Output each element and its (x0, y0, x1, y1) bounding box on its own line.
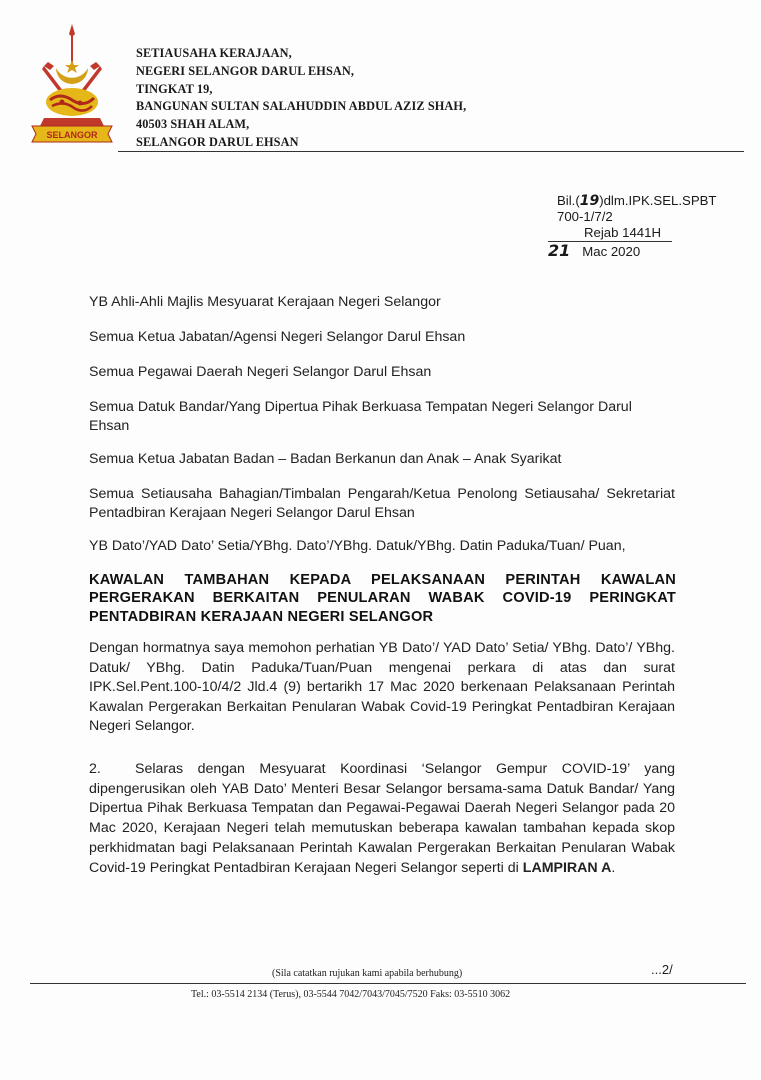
recipient-line: Semua Ketua Jabatan/Agensi Negeri Selangor Darul Ehsan (89, 329, 466, 345)
recipient-line: Semua Pegawai Daerah Negeri Selangor Darul Ehsan (89, 364, 432, 380)
paragraph-2-text: Selaras dengan Mesyuarat Koordinasi ‘Selangor Gempur COVID-19’ yang dipengerusikan oleh YAB Dato’ Menteri Besar Selangor bersama-sama Datuk Bandar/ Yang Dipertua Pihak Berkuasa Tempatan dan Pegawai-Pegawai Daerah Negeri Selangor pada 20 Mac 2020, Kerajaan Negeri telah memutuskan beberapa kawalan tambahan kepada skop perkhidmatan bagi Pelaksanaan Perintah Kawalan Pergerakan Berkaitan Penularan Wabak Covid-19 Peringkat Pentadbiran Kerajaan Negeri Selangor seperti di (89, 761, 675, 876)
address-line: SELANGOR DARUL EHSAN (136, 134, 299, 149)
gregorian-date: 21 Mac 2020 (548, 241, 672, 260)
address-line: TINGKAT 19, (136, 81, 213, 96)
handwritten-day: 21 (548, 241, 571, 260)
sender-address (136, 45, 466, 152)
address-line: 40503 SHAH ALAM, (136, 117, 250, 132)
appendix-reference: LAMPIRAN A (522, 859, 612, 876)
crest-ribbon-text: SELANGOR (46, 130, 98, 140)
paragraph-2: 2. Selaras dengan Mesyuarat Koordinasi ‘Selangor Gempur COVID-19’ yang dipengerusikan oleh YAB Dato’ Menteri Besar Selangor bersama-sama Datuk Bandar/ Yang Dipertua Pihak Berkuasa Tempatan dan Pegawai-Pegawai Daerah Negeri Selangor pada 20 Mac 2020, Kerajaan Negeri telah memutuskan beberapa kawalan tambahan kepada skop perkhidmatan bagi Pelaksanaan Perintah Kawalan Pergerakan Berkaitan Penularan Wabak Covid-19 Peringkat Pentadbiran Kerajaan Negeri Selangor seperti di LAMPIRAN A. (89, 761, 675, 876)
address-line: BANGUNAN SULTAN SALAHUDDIN ABDUL AZIZ SHAH, (136, 99, 467, 114)
handwritten-number: 19 (579, 193, 600, 209)
reference-note: (Sila catatkan rujukan kami apabila berhubung) (272, 968, 463, 979)
header-divider (118, 151, 744, 152)
file-number: 700-1/7/2 (557, 209, 613, 224)
subject-title: KAWALAN TAMBAHAN KEPADA PELAKSANAAN PERINTAH KAWALAN PERGERAKAN BERKAITAN PENULARAN WABAK COVID-19 PERINGKAT PENTADBIRAN KERAJAAN NEGERI SELANGOR (89, 572, 676, 625)
reference-block (548, 193, 717, 260)
recipient-line: Semua Ketua Jabatan Badan – Badan Berkanun dan Anak – Anak Syarikat (89, 451, 562, 467)
salutation: YB Dato’/YAD Dato’ Setia/YBhg. Dato’/YBhg. Datuk/YBhg. Datin Paduka/Tuan/ Puan, (89, 538, 626, 554)
address-line: NEGERI SELANGOR DARUL EHSAN, (136, 63, 355, 78)
reference-number: Bil.(19)dlm.IPK.SEL.SPBT (557, 193, 717, 209)
recipient-line: Semua Setiausaha Bahagian/Timbalan Pengarah/Ketua Penolong Setiausaha/ Sekretariat Pentadbiran Kerajaan Negeri Selangor Darul Ehsan (89, 486, 675, 521)
paragraph-1: Dengan hormatnya saya memohon perhatian YB Dato’/ YAD Dato’ Setia/ YBhg. Dato’/ YBhg. Datuk/ YBhg. Datin Paduka/Tuan/Puan mengenai perkara di atas dan surat IPK.Sel.Pent.100-10/4/2 Jld.4 (9) bertarikh 17 Mac 2020 berkenaan Pelaksanaan Perintah Kawalan Pergerakan Berkaitan Penularan Wabak Covid-19 Peringkat Pentadbiran Kerajaan Negeri Selangor. (89, 640, 675, 735)
recipient-line: Semua Datuk Bandar/Yang Dipertua Pihak Berkuasa Tempatan Negeri Selangor Darul Ehsan (89, 399, 632, 434)
contact-line: Tel.: 03-5514 2134 (Terus), 03-5544 7042/7043/7045/7520 Faks: 03-5510 3062 (191, 989, 511, 1000)
footer-divider (30, 983, 746, 984)
hijri-date: Rejab 1441H (584, 225, 661, 240)
selangor-crest-logo (30, 22, 114, 144)
paragraph-number: 2. (89, 761, 101, 777)
recipient-line: YB Ahli-Ahli Majlis Mesyuarat Kerajaan Negeri Selangor (89, 294, 441, 310)
address-line: SETIAUSAHA KERAJAAN, (136, 46, 292, 60)
next-page-marker: ...2/ (651, 962, 673, 977)
